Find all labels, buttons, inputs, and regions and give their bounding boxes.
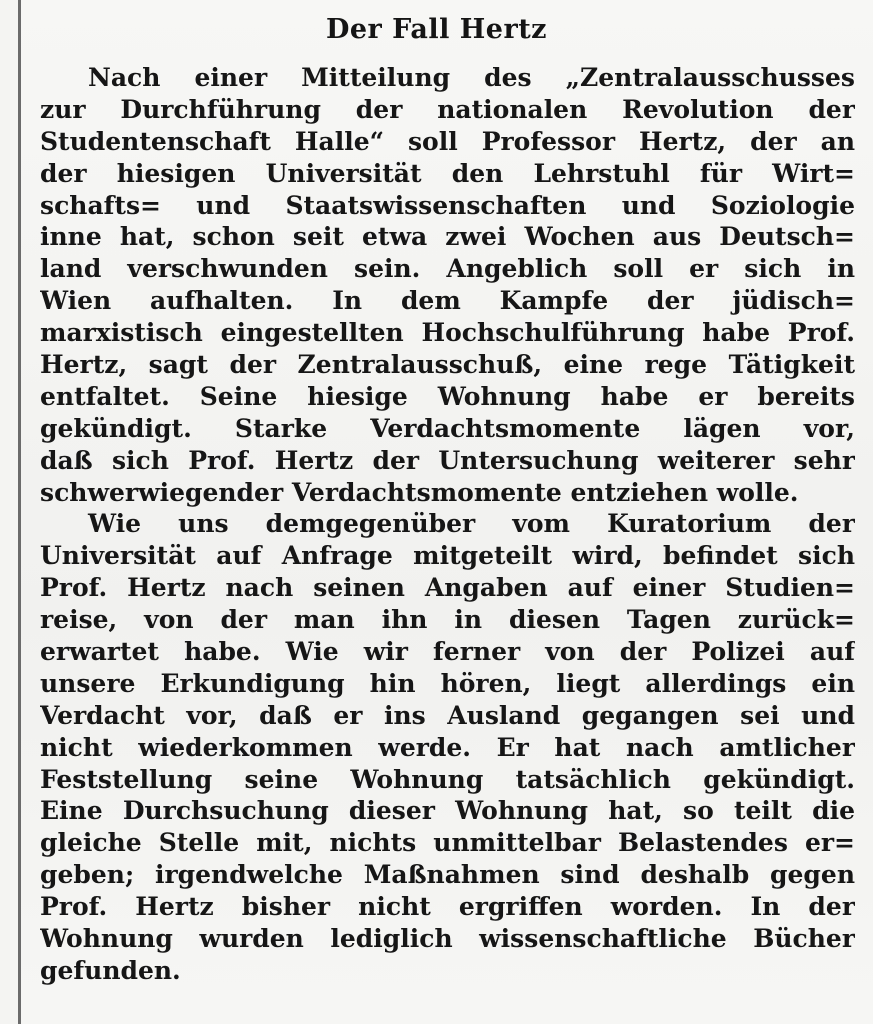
article-line: erwartet habe. Wie wir ferner von der Polizei auf [40, 637, 855, 667]
article-line: Feststellung seine Wohnung tatsächlich gekündigt. [40, 764, 855, 794]
article-line: land verschwunden sein. Angeblich soll er sich in [40, 254, 855, 284]
article-line: reise, von der man ihn in diesen Tagen zurück= [40, 605, 855, 635]
article-line: schafts= und Staatswissenschaften und Soziologie [40, 190, 855, 220]
article-line: inne hat, schon seit etwa zwei Wochen aus Deutsch= [40, 222, 855, 252]
article-line: gefunden. [40, 955, 181, 985]
article-line: marxistisch eingestellten Hochschulführung habe Prof. [40, 318, 855, 348]
article-line: Eine Durchsuchung dieser Wohnung hat, so teilt die [40, 796, 855, 826]
article-line: schwerwiegender Verdachtsmomente entziehen wolle. [40, 477, 799, 507]
article-line: unsere Erkundigung hin hören, liegt allerdings ein [40, 668, 855, 698]
article-line: Hertz, sagt der Zentralausschuß, eine rege Tätigkeit [40, 350, 855, 380]
article-line: Nach einer Mitteilung des „Zentralausschusses [88, 63, 855, 92]
article-line: Prof. Hertz nach seinen Angaben auf einer Studien= [40, 573, 855, 603]
article-line: der hiesigen Universität den Lehrstuhl für Wirt= [40, 158, 855, 188]
article-line: daß sich Prof. Hertz der Untersuchung weiterer sehr [40, 445, 855, 475]
article-line: Studentenschaft Halle“ soll Professor Hertz, der an [40, 126, 855, 156]
article-line: zur Durchführung der nationalen Revolution der [40, 94, 855, 124]
article-line: entfaltet. Seine hiesige Wohnung habe er bereits [40, 381, 855, 411]
article-title: Der Fall Hertz [325, 14, 548, 45]
article-line: geben; irgendwelche Maßnahmen sind deshalb gegen [40, 860, 855, 890]
article-line: Wien aufhalten. In dem Kampfe der jüdisch= [40, 286, 855, 316]
article-line: gleiche Stelle mit, nichts unmittelbar Belastendes er= [40, 828, 855, 858]
article-line: Prof. Hertz bisher nicht ergriffen worden. In der [40, 892, 855, 922]
article-line: nicht wiederkommen werde. Er hat nach amtlicher [40, 732, 855, 762]
article-line: Universität auf Anfrage mitgeteilt wird, befindet sich [40, 541, 855, 571]
article-line: Wie uns demgegenüber vom Kuratorium der [88, 509, 855, 539]
article-line: gekündigt. Starke Verdachtsmomente lägen vor, [40, 413, 855, 443]
article-body [40, 62, 855, 987]
article-line: Verdacht vor, daß er ins Ausland gegangen sei und [40, 700, 855, 730]
article-line: Wohnung wurden lediglich wissenschaftliche Bücher [40, 924, 855, 954]
